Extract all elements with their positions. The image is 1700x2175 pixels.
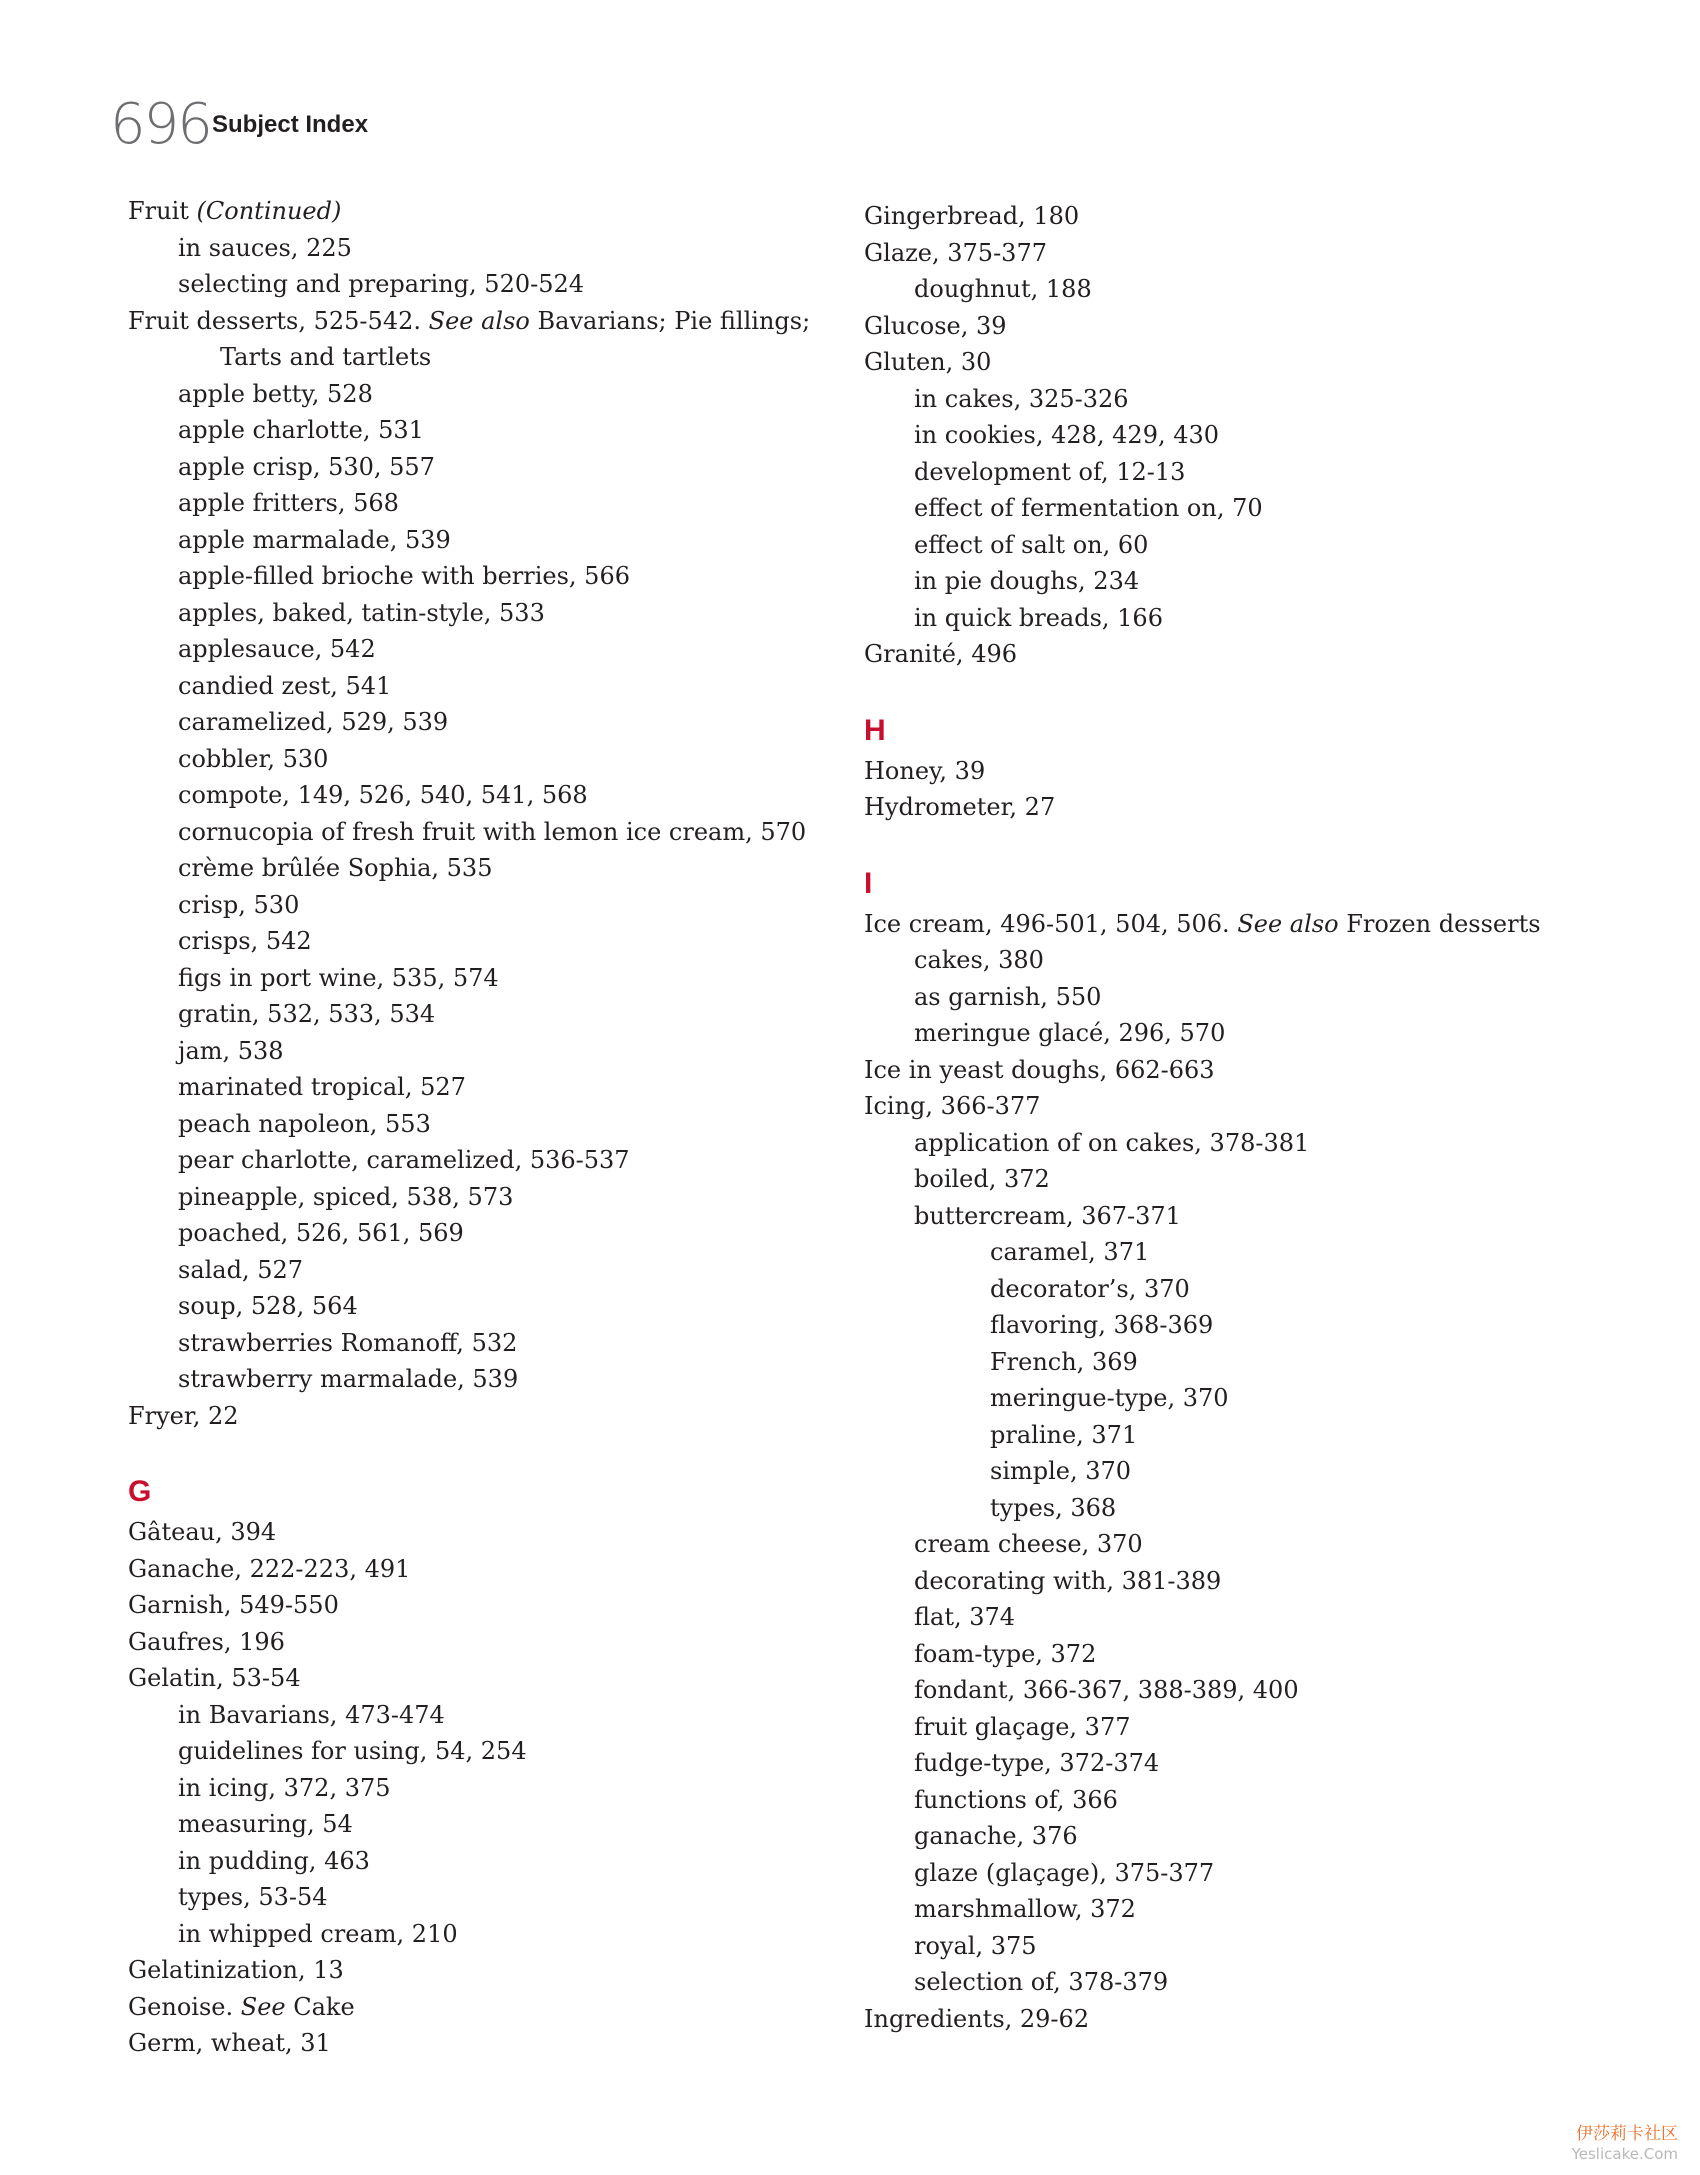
index-subentry: peach napoleon, 553 [178,1109,431,1138]
see-label: See [240,1992,286,2021]
i-entries [864,942,1564,2037]
index-subentry: as garnish, 550 [914,982,1102,1011]
index-entry: Granité, 496 [864,640,1017,668]
g-entries-continued [864,198,1564,673]
entry-text: Genoise. [128,1992,234,2021]
index-subentry: application of on cakes, 378-381 [914,1128,1310,1157]
see-also-label: See also [428,306,530,335]
index-entry: Gelatinization, 13 [128,1956,344,1984]
see-also-label: See also [1237,909,1339,938]
index-column-right [864,198,1564,2037]
index-subentry: in Bavarians, 473-474 [178,1700,445,1729]
index-subentry: salad, 527 [178,1255,304,1284]
index-entry: Gaufres, 196 [128,1627,285,1656]
index-subentry: types, 53-54 [178,1883,328,1911]
index-subentry: marinated tropical, 527 [178,1073,466,1101]
index-entry: Glaze, 375-377 [864,238,1047,267]
index-subentry: apple crisp, 530, 557 [178,452,435,481]
index-subentry: in sauces, 225 [178,233,352,262]
index-subentry: compote, 149, 526, 540, 541, 568 [178,781,588,809]
index-entry: Icing, 366-377 [864,1092,1041,1120]
section-letter-i: I [864,866,873,900]
index-subentry: types, 368 [990,1493,1117,1522]
index-subentry: apple charlotte, 531 [178,416,424,444]
index-subentry: selecting and preparing, 520-524 [178,270,585,298]
index-subentry: poached, 526, 561, 569 [178,1219,464,1247]
index-subentry: in quick breads, 166 [914,603,1163,632]
index-entry-ice-cream [864,906,1564,943]
page-number: 696 [110,92,211,157]
index-entry: Hydrometer, 27 [864,793,1056,821]
index-subentry: in pie doughs, 234 [914,567,1140,595]
index-subentry: cobbler, 530 [178,744,329,773]
index-entry: Gingerbread, 180 [864,202,1080,230]
index-subentry: crisp, 530 [178,890,300,919]
index-subentry: gratin, 532, 533, 534 [178,1000,436,1028]
watermark [1572,2124,1678,2164]
index-subentry: in pudding, 463 [178,1846,370,1875]
index-subentry: fruit glaçage, 377 [914,1712,1131,1741]
entry-text: Fruit desserts, 525-542. [128,306,421,335]
index-entry: Gluten, 30 [864,348,992,376]
index-subentry: apple marmalade, 539 [178,525,451,554]
index-subentry: foam-type, 372 [914,1639,1097,1668]
continued-label: (Continued) [196,197,342,225]
index-subentry: candied zest, 541 [178,671,392,700]
index-subentry: French, 369 [990,1347,1138,1376]
index-subentry: praline, 371 [990,1420,1138,1449]
index-entry-fryer: Fryer, 22 [128,1401,239,1430]
index-subentry: applesauce, 542 [178,635,376,663]
index-subentry: simple, 370 [990,1457,1132,1485]
index-subentry: in cakes, 325-326 [914,384,1129,413]
index-entry-germ: Germ, wheat, 31 [128,2029,331,2057]
h-entries [864,753,1564,826]
index-subentry: selection of, 378-379 [914,1968,1169,1996]
index-subentry: effect of fermentation on, 70 [914,494,1263,522]
index-entry-fruit-continued [128,193,888,230]
index-subentry: functions of, 366 [914,1785,1118,1814]
index-subentry: royal, 375 [914,1931,1037,1960]
index-subentry: strawberry marmalade, 539 [178,1365,519,1393]
index-subentry: apple-filled brioche with berries, 566 [178,562,630,590]
index-subentry: in whipped cream, 210 [178,1919,458,1948]
section-letter-h: H [864,713,886,747]
index-subentry: flavoring, 368-369 [990,1311,1214,1339]
index-subentry: flat, 374 [914,1603,1016,1631]
index-entry: Ice in yeast doughs, 662-663 [864,1055,1215,1084]
index-subentry: cakes, 380 [914,946,1044,974]
index-subentry: fudge-type, 372-374 [914,1749,1160,1777]
index-entry: Gelatin, 53-54 [128,1664,301,1692]
index-subentry: fondant, 366-367, 388-389, 400 [914,1676,1299,1704]
index-subentry: guidelines for using, 54, 254 [178,1737,527,1765]
g-entries [128,1514,888,1989]
cross-reference-continuation: Tarts and tartlets [220,343,432,371]
index-subentry: figs in port wine, 535, 574 [178,963,499,992]
index-subentry: development of, 12-13 [914,457,1186,486]
index-subentry: crème brûlée Sophia, 535 [178,854,493,882]
index-entry: Glucose, 39 [864,311,1007,340]
index-subentry: pear charlotte, caramelized, 536-537 [178,1146,630,1174]
index-entry: Ingredients, 29-62 [864,2004,1090,2033]
fruit-subentries [128,230,888,303]
cross-reference: Frozen desserts [1346,909,1541,938]
index-subentry: meringue glacé, 296, 570 [914,1019,1226,1047]
index-subentry: doughnut, 188 [914,275,1092,303]
index-subentry: boiled, 372 [914,1165,1050,1193]
index-subentry: crisps, 542 [178,927,312,955]
index-subentry: apples, baked, tatin-style, 533 [178,598,545,627]
index-subentry: apple betty, 528 [178,379,373,408]
index-subentry: jam, 538 [178,1036,284,1065]
index-subentry: measuring, 54 [178,1810,353,1838]
index-column-left [128,193,888,2062]
index-subentry: meringue-type, 370 [990,1384,1229,1412]
cross-reference: Bavarians; Pie fillings; [537,306,811,335]
index-entry: Ganache, 222-223, 491 [128,1554,411,1583]
index-entry: Garnish, 549-550 [128,1591,339,1619]
index-subentry: apple fritters, 568 [178,489,399,517]
index-entry: Honey, 39 [864,756,986,785]
index-subentry: soup, 528, 564 [178,1292,358,1320]
index-entry-fruit-desserts [128,303,888,340]
watermark-line-1: 伊莎莉卡社区 [1576,2124,1678,2144]
index-subentry: decorating with, 381-389 [914,1566,1222,1595]
index-subentry: effect of salt on, 60 [914,530,1149,559]
index-subentry: caramelized, 529, 539 [178,708,449,736]
entry-text: Fruit [128,197,189,225]
index-subentry: strawberries Romanoff, 532 [178,1328,518,1357]
index-subentry: marshmallow, 372 [914,1895,1136,1923]
watermark-line-2: Yeslicake.Com [1571,2145,1678,2163]
index-subentry: cream cheese, 370 [914,1530,1143,1558]
index-subentry: decorator’s, 370 [990,1274,1190,1303]
index-subentry: glaze (glaçage), 375-377 [914,1858,1215,1887]
index-subentry: caramel, 371 [990,1238,1150,1266]
index-subentry: cornucopia of fresh fruit with lemon ice cream, 570 [178,817,807,846]
entry-text: Ice cream, 496-501, 504, 506. [864,909,1230,938]
index-subentry: buttercream, 367-371 [914,1201,1181,1230]
index-subentry: ganache, 376 [914,1822,1078,1850]
index-subentry: in icing, 372, 375 [178,1773,391,1802]
cross-reference: Cake [293,1992,355,2021]
index-entry: Gâteau, 394 [128,1518,277,1546]
section-letter-g: G [128,1475,152,1508]
fruit-desserts-subentries [128,376,888,1398]
page-title: Subject Index [212,111,369,138]
index-subentry: pineapple, spiced, 538, 573 [178,1182,514,1211]
index-entry-genoise [128,1989,888,2026]
index-subentry: in cookies, 428, 429, 430 [914,421,1220,449]
